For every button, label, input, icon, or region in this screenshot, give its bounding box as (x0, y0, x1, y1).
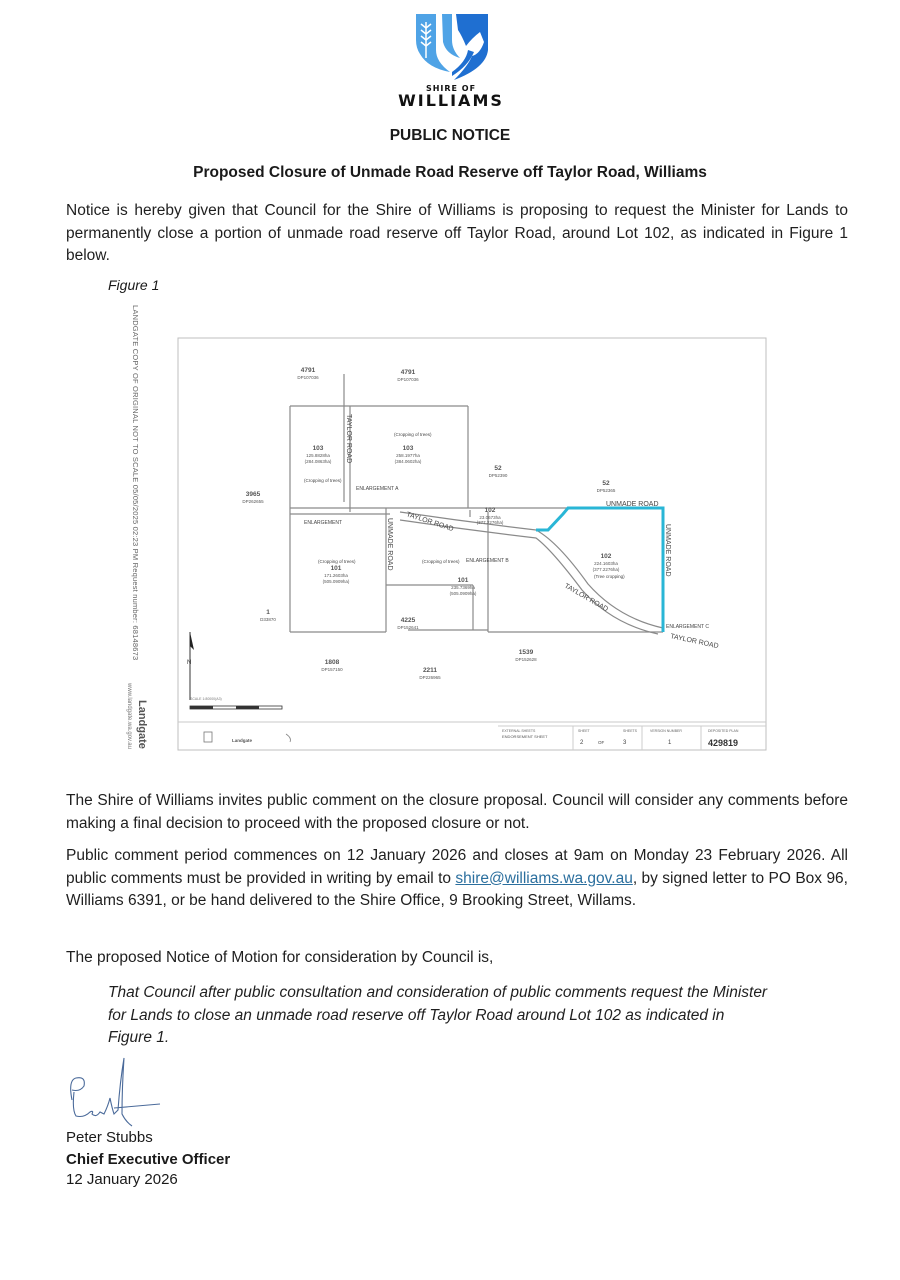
deposited-plan-number: 429819 (708, 738, 739, 748)
plan-label: DP152628 (515, 657, 537, 662)
comment-period-paragraph (66, 845, 848, 913)
plan-label: DP107036 (397, 377, 419, 382)
signatory-title: Chief Executive Officer (66, 1151, 231, 1168)
map-frame (178, 338, 766, 750)
area-label: 125.8828ha (306, 453, 330, 458)
lot-label: 102 (600, 553, 612, 560)
plan-label: DP152641 (397, 625, 419, 630)
lot-label: 102 (484, 507, 496, 514)
shire-crest-icon (406, 10, 496, 82)
enlargement-label: ENLARGEMENT A (356, 486, 399, 492)
plan-label: DP226965 (419, 675, 441, 680)
version-number: 1 (668, 740, 672, 746)
area-label: (505.0909ha) (322, 579, 350, 584)
comment-period-text: Public comment period commences on 12 January 2026 and closes at 9am on Monday 23 February 2026. All public comments must be provided in writing by email to (66, 847, 848, 887)
lot-label: 103 (402, 445, 414, 452)
notice-title: PUBLIC NOTICE (389, 127, 511, 144)
map-side-text: LANDGATE COPY OF ORIGINAL NOT TO SCALE 05/05/2025 02:23 PM Request number: 68148673 (131, 305, 140, 661)
cropping-label: (Cropping of trees) (422, 559, 460, 564)
sheets-total: 3 (623, 740, 627, 746)
area-label: 235.7369ha (451, 585, 475, 590)
plan-label: DP107036 (297, 375, 319, 380)
area-label: (505.0909ha) (449, 591, 477, 596)
sheet-number: 2 (580, 740, 584, 746)
area-label: 171.2603ha (324, 573, 348, 578)
area-label: (384.0602ha) (394, 459, 422, 464)
scale-bar (190, 706, 282, 709)
enlargement-label: ENLARGEMENT C (666, 624, 709, 630)
road-label-taylor: TAYLOR ROAD (563, 582, 610, 614)
title-block-label: SHEET (578, 729, 590, 733)
email-link[interactable]: shire@williams.wa.gov.au (455, 869, 633, 887)
lot-label: 52 (602, 480, 610, 487)
lot-label: 52 (494, 465, 502, 472)
area-label: (377.2276ha) (592, 567, 620, 572)
shire-logo (398, 10, 504, 112)
figure-label: Figure 1 (108, 277, 160, 293)
logo-shire-of: SHIRE OF (425, 84, 477, 93)
plan-label: DP52365 (596, 488, 616, 493)
notice-subtitle: Proposed Closure of Unmade Road Reserve off Taylor Road, Williams (193, 164, 707, 181)
area-label: (377.2276ha) (476, 520, 504, 525)
map-side-brand: Landgate (136, 700, 148, 749)
lot-label: 4225 (400, 617, 416, 624)
title-block-label: SHEETS (623, 729, 638, 733)
lot-label: 1808 (324, 659, 340, 666)
area-label: 224.1603ha (594, 561, 618, 566)
road-label-taylor: TAYLOR ROAD (669, 633, 720, 651)
sheet-of: OF (598, 740, 605, 745)
signatory-name: Peter Stubbs (66, 1129, 153, 1146)
motion-text: That Council after public consultation and consideration of public comments request the Minister for Lands to close an unmade road reserve off Taylor Road around Lot 102 as indicated in Figure 1. (108, 984, 768, 1046)
title-block-label: VERSION NUMBER (650, 729, 682, 733)
footer-brand: Landgate (232, 738, 253, 743)
lot-label: 1539 (518, 649, 534, 656)
cropping-label: (Cropping of trees) (304, 478, 342, 483)
lot-label: 2211 (422, 667, 438, 674)
area-label: (284.0863ha) (304, 459, 332, 464)
lot-label: 4791 (300, 367, 316, 374)
road-label-unmade: UNMADE ROAD (664, 524, 671, 577)
plan-label: DP157150 (321, 667, 343, 672)
scale-label: SCALE 1:80000(A3) (190, 697, 222, 701)
lot-label: 103 (312, 445, 324, 452)
title-block-value: ENDORSEMENT SHEET (502, 734, 548, 739)
enlargement-label: ENLARGEMENT B (466, 558, 509, 564)
invite-paragraph: The Shire of Williams invites public comment on the closure proposal. Council will consider any comments before making a final decision to proceed with the proposed closure or not. (66, 792, 848, 832)
plan-label: DP52390 (488, 473, 508, 478)
lot-label: 4791 (400, 369, 416, 376)
cropping-label: (Tree cropping) (594, 574, 625, 579)
signature-date: 12 January 2026 (66, 1171, 178, 1188)
comment-period-text-2: , by signed letter to PO Box 96, Williams 6391, or be hand delivered to the Shire Office, 9 Brooking Street, Willams. (66, 869, 848, 909)
road-label-unmade: UNMADE ROAD (606, 501, 659, 508)
lot-label: 101 (330, 565, 342, 572)
lot-label: 3965 (245, 491, 261, 498)
area-label: 23.0673ha (479, 515, 501, 520)
lot-label: 1 (266, 609, 270, 616)
road-label-taylor: TAYLOR ROAD (345, 414, 352, 464)
cropping-label: (Cropping of trees) (394, 432, 432, 437)
figure-1-map (118, 302, 770, 762)
lot-label: 101 (457, 577, 469, 584)
title-block-label: DEPOSITED PLAN (708, 729, 739, 733)
logo-williams: WILLIAMS (398, 91, 504, 110)
area-label: 258.1977ha (396, 453, 420, 458)
road-label-unmade: UNMADE ROAD (386, 518, 393, 571)
north-label: N (187, 660, 192, 666)
title-block-label: EXTERNAL SHEETS (502, 729, 536, 733)
plan-label: D33870 (260, 617, 276, 622)
enlargement-label: ENLARGEMENT (304, 520, 343, 526)
signature-image (62, 1052, 172, 1130)
plan-label: DP262655 (242, 499, 264, 504)
road-label-taylor: TAYLOR ROAD (405, 511, 455, 534)
motion-intro: The proposed Notice of Motion for consideration by Council is, (66, 949, 494, 966)
map-side-url: www.landgate.wa.gov.au (126, 683, 132, 749)
intro-paragraph: Notice is hereby given that Council for the Shire of Williams is proposing to request the Minister for Lands to permanently close a portion of unmade road reserve off Taylor Road, around Lot 102, as indicated in Figure 1 below. (66, 202, 848, 264)
cropping-label: (Cropping of trees) (318, 559, 356, 564)
